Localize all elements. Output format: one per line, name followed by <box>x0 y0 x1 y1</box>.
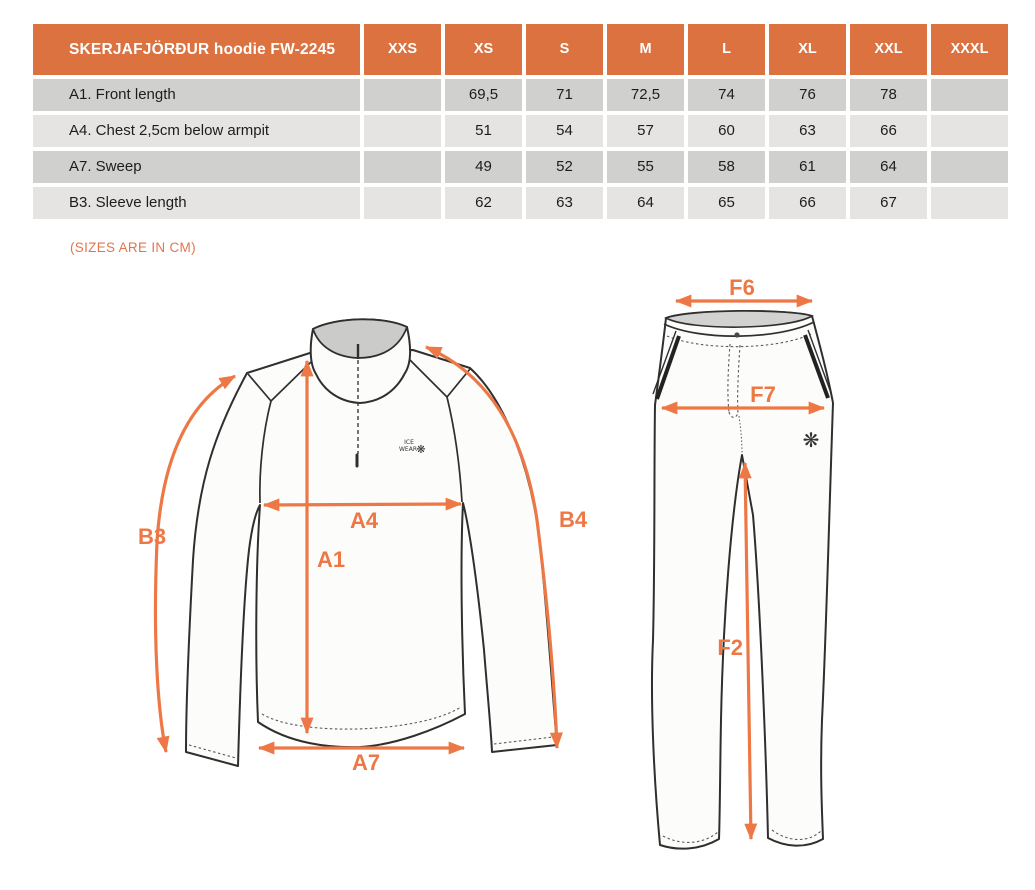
cell-value: 58 <box>688 151 765 183</box>
size-col-xs: XS <box>445 24 522 75</box>
cell-value: 63 <box>769 115 846 147</box>
hoodie-logo-snowflake-icon: ❋ <box>416 443 426 456</box>
row-label-sweep: A7. Sweep <box>33 151 360 183</box>
row-label-chest: A4. Chest 2,5cm below armpit <box>33 115 360 147</box>
cell-value <box>364 79 441 111</box>
cell-value: 52 <box>526 151 603 183</box>
cell-value: 74 <box>688 79 765 111</box>
row-label-front-length: A1. Front length <box>33 79 360 111</box>
size-col-m: M <box>607 24 684 75</box>
arrow-f2 <box>745 463 751 839</box>
hoodie-label-a1: A1 <box>317 547 346 572</box>
cell-value <box>931 187 1008 219</box>
size-table <box>33 24 1008 219</box>
hoodie-logo-line2: WEAR <box>399 446 417 453</box>
pants-outline <box>652 311 833 849</box>
hoodie-label-a7: A7 <box>351 750 381 775</box>
cell-value: 51 <box>445 115 522 147</box>
cell-value: 61 <box>769 151 846 183</box>
hoodie-label-a4: A4 <box>349 508 379 533</box>
pants-button <box>734 332 739 337</box>
cell-value: 60 <box>688 115 765 147</box>
size-col-s: S <box>526 24 603 75</box>
cell-value: 65 <box>688 187 765 219</box>
hoodie-logo-line1: ICE <box>404 439 414 446</box>
cell-value <box>364 151 441 183</box>
pants-label-f6: F6 <box>729 275 755 300</box>
cell-value <box>931 79 1008 111</box>
row-label-sleeve-length: B3. Sleeve length <box>33 187 360 219</box>
pants-snowflake-icon: ❋ <box>802 428 820 452</box>
cell-value <box>364 187 441 219</box>
size-diagrams <box>0 260 1035 890</box>
hoodie-label-b3: B3 <box>137 524 167 549</box>
cell-value: 66 <box>769 187 846 219</box>
cell-value: 67 <box>850 187 927 219</box>
size-col-xxl: XXL <box>850 24 927 75</box>
cell-value: 69,5 <box>445 79 522 111</box>
pants-label-f7: F7 <box>750 382 776 407</box>
cell-value: 62 <box>445 187 522 219</box>
cell-value: 76 <box>769 79 846 111</box>
cell-value: 64 <box>607 187 684 219</box>
cell-value: 49 <box>445 151 522 183</box>
cell-value <box>931 151 1008 183</box>
size-col-l: L <box>688 24 765 75</box>
pants-label-f2: F2 <box>717 635 743 660</box>
arrow-a4 <box>264 504 461 505</box>
size-col-xxs: XXS <box>364 24 441 75</box>
pants-diagram <box>652 275 833 849</box>
size-col-xl: XL <box>769 24 846 75</box>
cell-value: 72,5 <box>607 79 684 111</box>
cell-value: 71 <box>526 79 603 111</box>
cell-value: 54 <box>526 115 603 147</box>
size-col-xxxl: XXXL <box>931 24 1008 75</box>
hoodie-diagram <box>138 319 588 775</box>
cell-value <box>931 115 1008 147</box>
table-title: SKERJAFJÖRÐUR hoodie FW-2245 <box>33 24 360 75</box>
cell-value: 55 <box>607 151 684 183</box>
cell-value: 64 <box>850 151 927 183</box>
cell-value: 78 <box>850 79 927 111</box>
units-note: (SIZES ARE IN CM) <box>70 240 196 255</box>
cell-value: 66 <box>850 115 927 147</box>
hoodie-label-b4: B4 <box>558 507 588 532</box>
cell-value: 57 <box>607 115 684 147</box>
cell-value <box>364 115 441 147</box>
cell-value: 63 <box>526 187 603 219</box>
